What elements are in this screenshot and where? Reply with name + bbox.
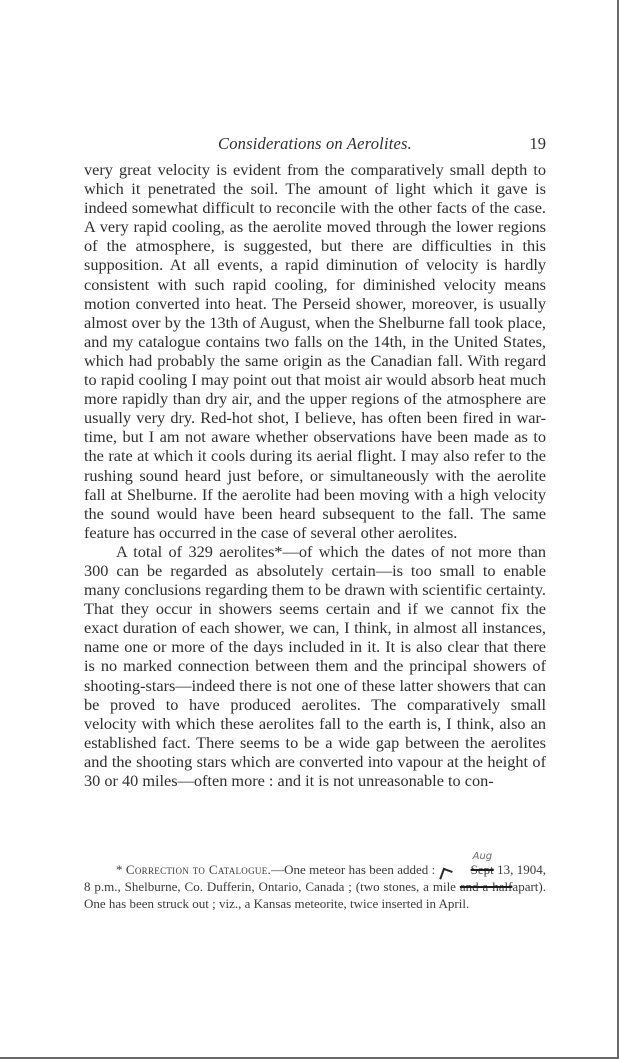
footnote: [84, 851, 547, 912]
paragraph-aerolite-total: A total of 329 aerolites*—of which the dates of not more than 300 can be regarded as absolutely certain—is too small to enable many conclusions regarding them to be drawn with scientific certainty. That they occur in showers seems certain and if we cannot fix the exact duration of each shower, we can, I think, in almost all instances, name one or more of the days included in it. It is also clear that there is no marked connection between them and the principal showers of shooting-stars—indeed there is not one of these latter showers that can be proved to have produced aerolites. The comparatively small velocity with which these aerolites fall to the earth is, I think, also an established fact. There seems to be a wide gap between the aerolites and the shooting stars which are converted into vapour at the height of 30 or 40 miles—often more : and it is not unreasonable to con-: [84, 541, 546, 790]
struck-month: Sept: [470, 862, 494, 877]
handwritten-correction: [439, 851, 494, 878]
footnote-text-1: —One meteor has been added :: [271, 862, 439, 877]
struck-phrase: and a half: [459, 879, 513, 894]
footnote-text-3: apart). One has been struck out ; viz., a Kansas meteorite, twice inserted in April.: [84, 879, 546, 911]
running-head: [84, 134, 546, 154]
paragraph-continued: very great velocity is evident from the comparatively small depth to which it penetrated the soil. The amount of light which it gave is indeed somewhat difficult to reconcile with the other facts of the case. A very rapid cooling, as the aerolite moved through the lower regions of the atmosphere, is suggested, but there are difficulties in this supposition. At all events, a rapid diminution of velocity is hardly consistent with such rapid cooling, for diminished velocity means motion converted into heat. The Perseid shower, moreover, is usually almost over by the 13th of August, when the Shelburne fall took place, and my catalogue contains two falls on the 14th, in the United States, which had probably the same origin as the Canadian fall. With regard to rapid cooling I may point out that moist air would absorb heat much more rapidly than dry air, and the upper regions of the atmosphere are usually very dry. Red-hot shot, I believe, has often been fired in war-time, but I am not aware whether observations have been made as to the rate at which it cools during its aerial flight. I may also refer to the rushing sound heard just before, or simultaneously with the aerolite fall at Shelburne. If the aerolite had been moving with a high velocity the sound would have been heard subsequent to the fall. The same feature has occurred in the case of several other aerolites.: [84, 160, 546, 542]
body-text: [84, 160, 546, 790]
footnote-text-2: 13, 1904, 8 p.m., Shelburne, Co. Dufferin, Ontario, Canada ; (two stones, a mile: [84, 862, 547, 894]
footnote-heading: Correction to Catalogue.: [125, 862, 272, 877]
page-number: 19: [529, 134, 546, 153]
footnote-marker: *: [116, 862, 126, 877]
handwritten-month: Aug: [472, 851, 493, 862]
footnote-paragraph: [84, 851, 547, 912]
running-title: Considerations on Aerolites.: [218, 134, 412, 153]
